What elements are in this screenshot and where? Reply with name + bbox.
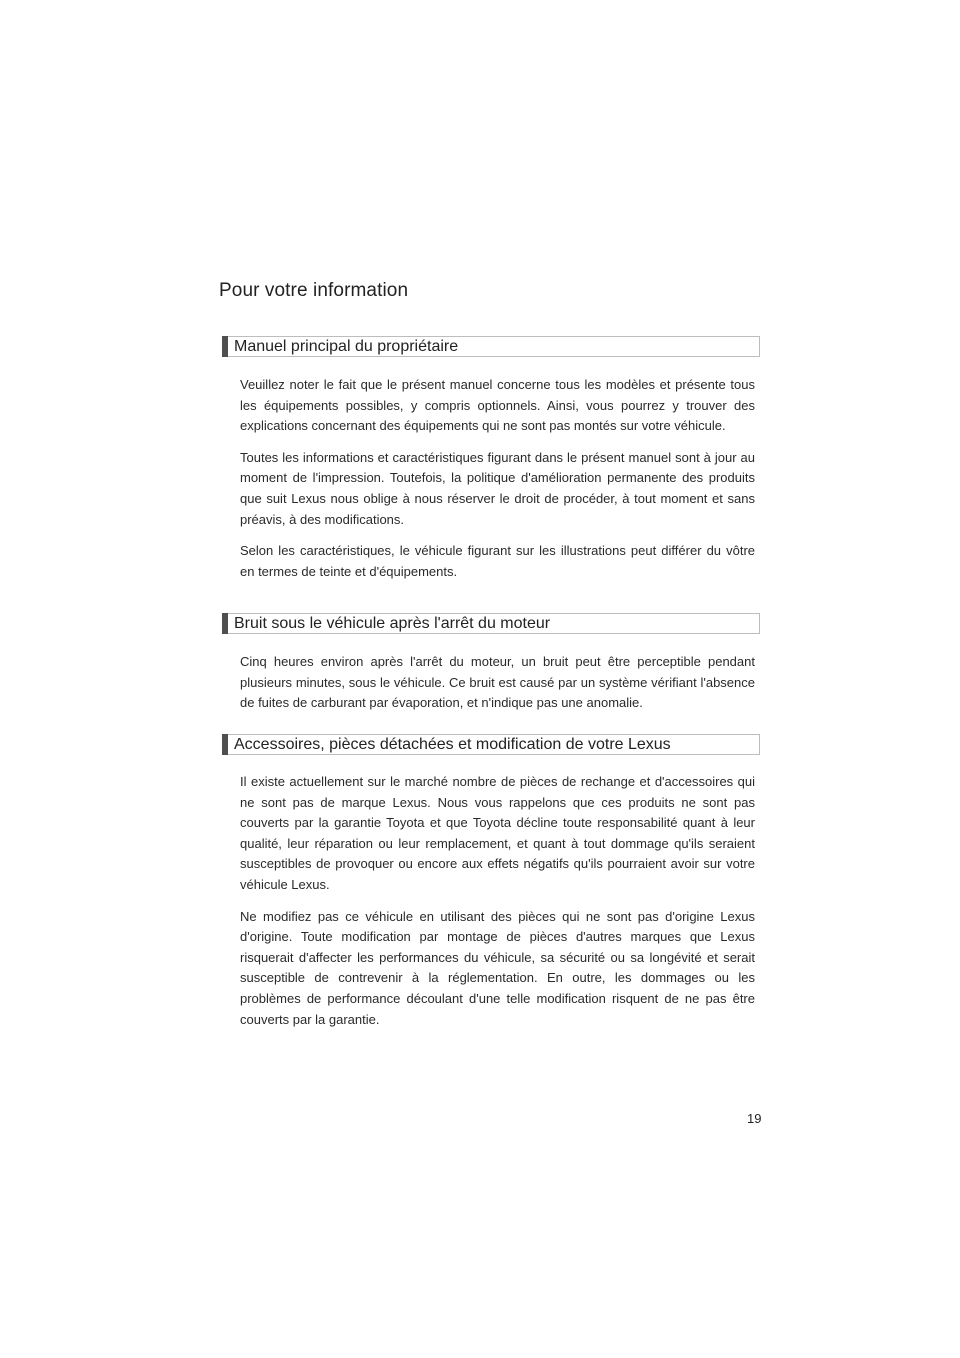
section-marker <box>222 734 228 755</box>
page-title: Pour votre information <box>219 280 409 301</box>
paragraph: Veuillez noter le fait que le présent manuel concerne tous les modèles et présente tous les équipements possibles, y compris optionnels. Ainsi, vous pourrez y trouver des explications concernant des équipements qui ne sont pas montés sur votre véhicule. <box>240 377 755 434</box>
paragraph: Ne modifiez pas ce véhicule en utilisant des pièces qui ne sont pas d'origine Lexus d'origine. Toute modification par montage de pièces d'autres marques que Lexus risquerait d'affecter les performances du véhicule, sa sécurité ou sa longévité et serait susceptible de contrevenir à la réglementation. En outre, les dommages ou les problèmes de performance découlant d'une telle modification risquent de ne pas être couverts par la garantie. <box>240 908 755 1027</box>
section-header-owners-manual <box>222 336 760 357</box>
paragraph: Cinq heures environ après l'arrêt du moteur, un bruit peut être perceptible pendant plusieurs minutes, sous le véhicule. Ce bruit est causé par un système vérifiant l'absence de fuites de carburant par évaporation, et n'indique pas une anomalie. <box>240 654 755 711</box>
section-body-owners-manual <box>240 375 755 593</box>
section-header-accessories-parts-modification <box>222 734 760 755</box>
section-marker <box>222 336 228 357</box>
section-body-noise-after-engine-stop <box>240 652 755 725</box>
section-body-accessories-parts-modification <box>240 772 755 1041</box>
section-header-noise-after-engine-stop <box>222 613 760 634</box>
page-number: 19 <box>747 1111 762 1126</box>
paragraph: Selon les caractéristiques, le véhicule figurant sur les illustrations peut différer du vôtre en termes de teinte et d'équipements. <box>240 543 755 579</box>
section-marker <box>222 613 228 634</box>
paragraph: Il existe actuellement sur le marché nombre de pièces de rechange et d'accessoires qui ne sont pas de marque Lexus. Nous vous rappelons que ces produits ne sont pas couverts par la garantie Toyota et que Toyota décline toute responsabilité quant à leur qualité, leur réparation ou leur remplacement, et quant à tout dommage qu'ils seraient susceptibles de provoquer ou encore aux effets négatifs qu'ils pourraient avoir sur votre véhicule Lexus. <box>240 774 755 892</box>
section-heading: Accessoires, pièces détachées et modification de votre Lexus <box>234 736 671 753</box>
section-heading: Bruit sous le véhicule après l'arrêt du moteur <box>234 615 551 632</box>
section-heading: Manuel principal du propriétaire <box>234 338 459 355</box>
paragraph: Toutes les informations et caractéristiques figurant dans le présent manuel sont à jour au moment de l'impression. Toutefois, la politique d'amélioration permanente des produits que suit Lexus nous oblige à nous réserver le droit de procéder, à tout moment et sans préavis, à des modifications. <box>240 449 755 527</box>
